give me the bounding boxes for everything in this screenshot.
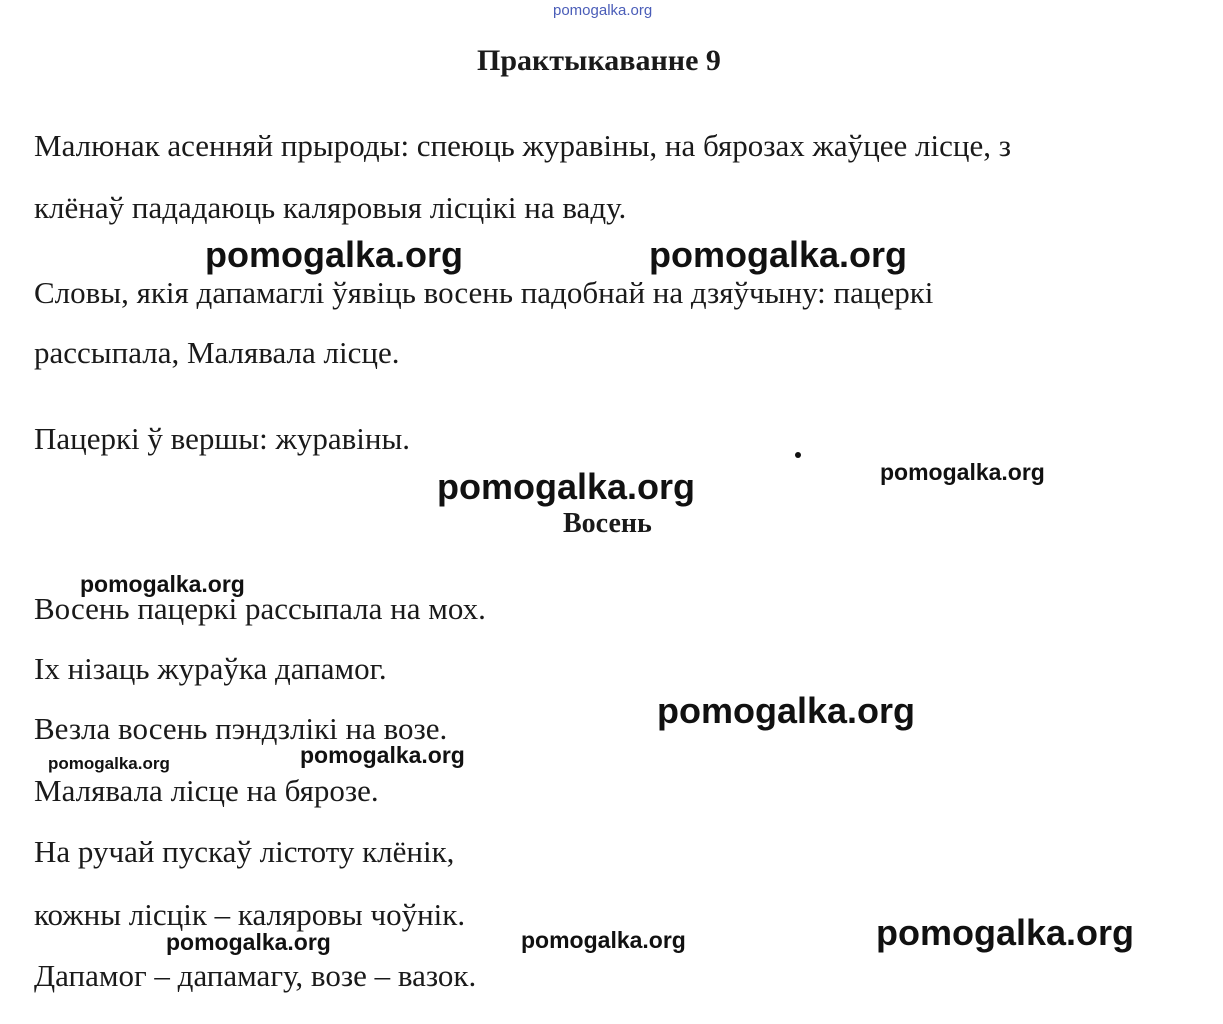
stray-dot xyxy=(795,452,801,458)
watermark: pomogalka.org xyxy=(48,754,170,773)
watermark: pomogalka.org xyxy=(205,234,464,275)
watermark-top: pomogalka.org xyxy=(553,2,653,19)
poem-line: На ручай пускаў лістоту клёнік, xyxy=(34,834,455,869)
page-title: Практыкаванне 9 xyxy=(477,44,721,77)
paragraph-1-line-2: клёнаў пададаюць каляровыя лісцікі на ваду. xyxy=(34,190,627,225)
poem-line: Восень пацеркі рассыпала на мох. xyxy=(34,591,486,626)
watermark: pomogalka.org xyxy=(880,459,1045,485)
paragraph-3: Пацеркі ў вершы: журавіны. xyxy=(34,421,411,456)
watermark: pomogalka.org xyxy=(80,571,245,597)
poem-title: Восень xyxy=(563,508,652,539)
poem-line: кожны лісцік – каляровы чоўнік. xyxy=(34,897,466,932)
paragraph-2-line-1: Словы, якія дапамаглі ўявіць восень падобнай на дзяўчыну: пацеркі xyxy=(34,275,934,310)
paragraph-2-line-2: рассыпала, Малявала лісце. xyxy=(34,335,400,370)
watermark: pomogalka.org xyxy=(300,742,465,768)
watermark: pomogalka.org xyxy=(437,466,696,507)
poem-line: Везла восень пэндзлікі на возе. xyxy=(34,711,448,746)
watermark: pomogalka.org xyxy=(649,234,908,275)
poem-line: Іх нізаць жураўка дапамог. xyxy=(34,651,387,686)
grammar-note: Дапамог – дапамагу, возе – вазок. xyxy=(34,958,477,993)
watermark: pomogalka.org xyxy=(521,927,686,953)
watermark: pomogalka.org xyxy=(876,912,1135,953)
paragraph-1-line-1: Малюнак асенняй прыроды: спеюць журавіны, на бярозах жаўцее лісце, з xyxy=(34,128,1011,163)
watermark: pomogalka.org xyxy=(166,929,331,955)
poem-line: Малявала лісце на бярозе. xyxy=(34,773,379,808)
watermark: pomogalka.org xyxy=(657,690,916,731)
